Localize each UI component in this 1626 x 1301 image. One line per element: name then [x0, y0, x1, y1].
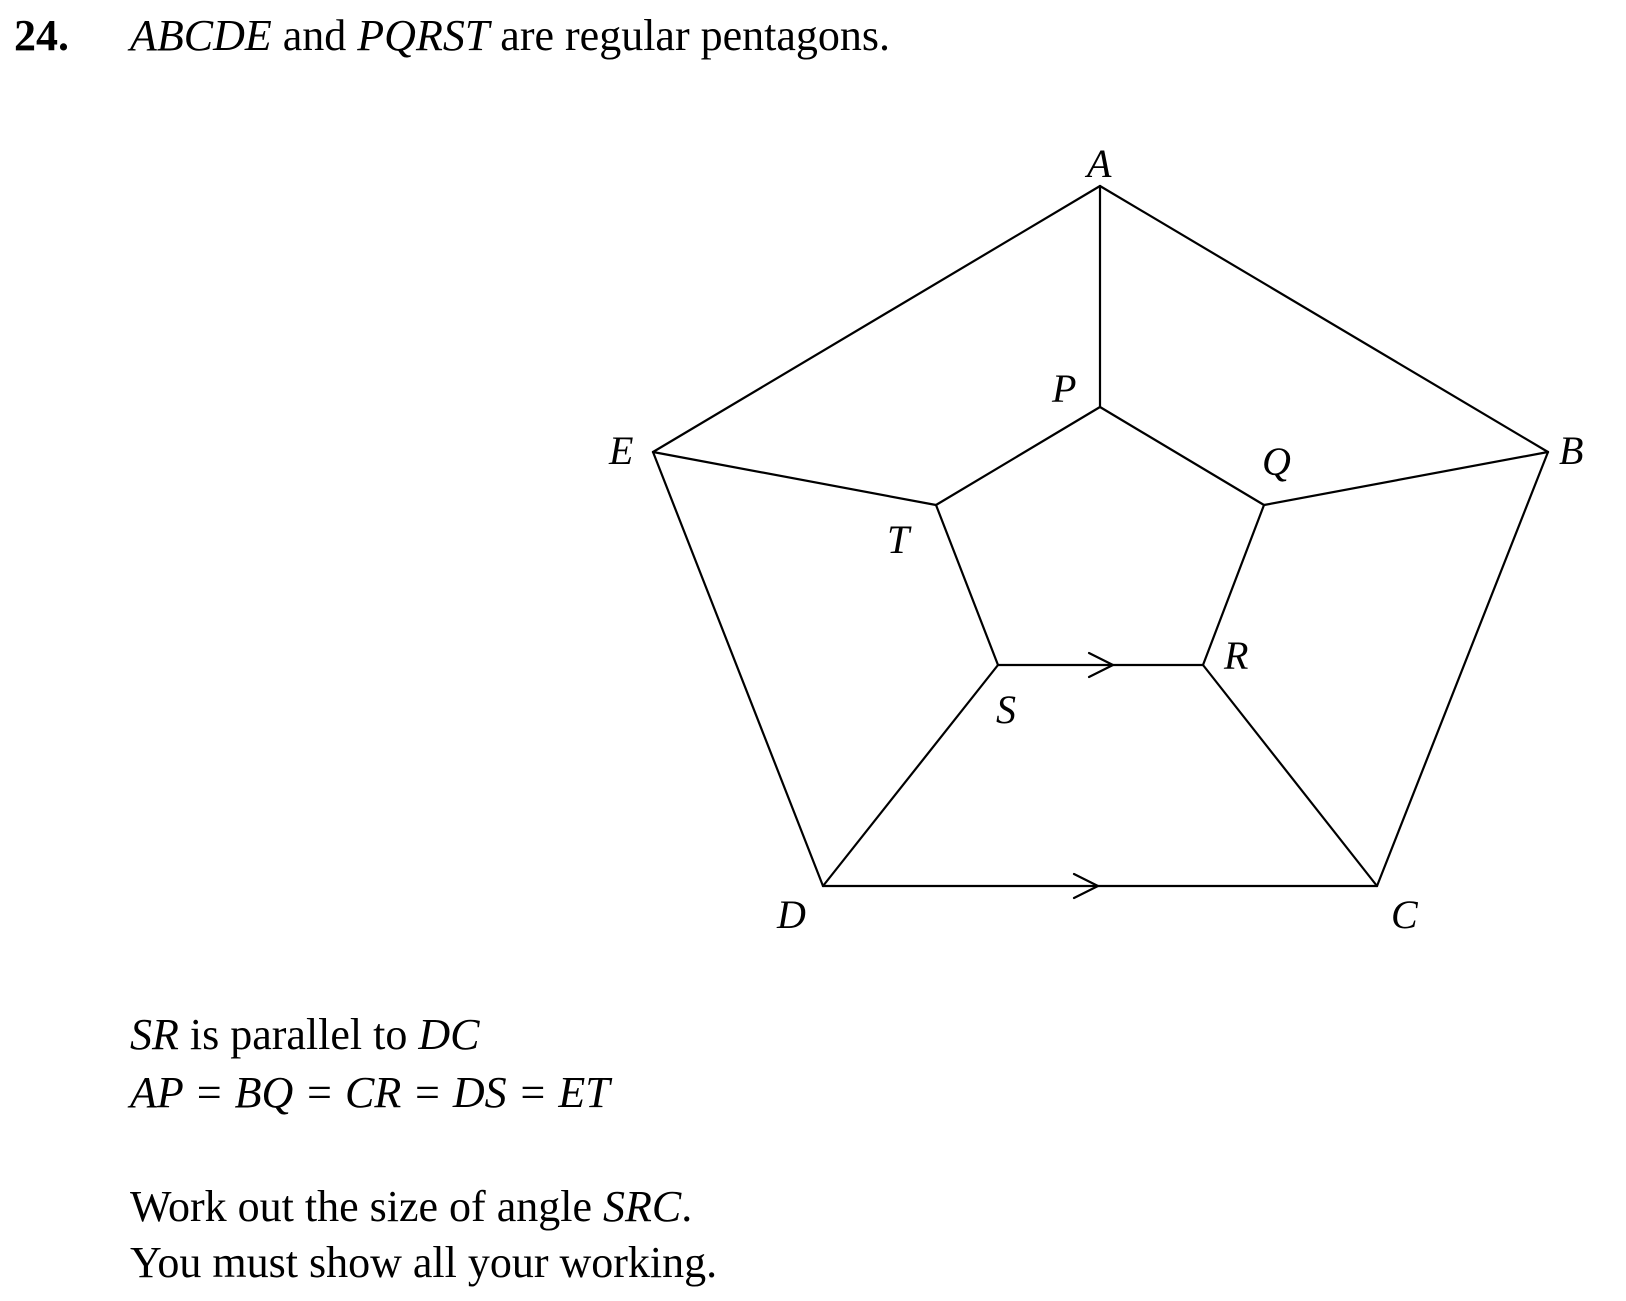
stem-pentagon-2: PQRST	[357, 11, 490, 60]
task-suffix: .	[681, 1182, 693, 1231]
segment-ET	[653, 452, 936, 505]
fact-segment-SR: SR	[130, 1010, 179, 1059]
fact-segment-DC: DC	[418, 1010, 480, 1059]
task-prefix: Work out the size of angle	[130, 1182, 603, 1231]
label-A: A	[1087, 141, 1112, 186]
stem-rest: are regular pentagons.	[489, 11, 891, 60]
label-P: P	[1052, 366, 1077, 411]
fact-equal-lengths: AP = BQ = CR = DS = ET	[130, 1068, 610, 1117]
label-R: R	[1224, 633, 1249, 678]
edge-TP	[936, 407, 1100, 505]
label-S: S	[996, 687, 1016, 732]
label-T: T	[887, 517, 910, 562]
edge-EA	[653, 186, 1100, 452]
fact-parallel	[130, 1006, 480, 1064]
edge-DE	[653, 452, 823, 886]
fact-parallel-text: is parallel to	[178, 1010, 419, 1059]
task-instruction	[130, 1178, 692, 1236]
label-B: B	[1559, 428, 1584, 473]
segment-BQ	[1264, 452, 1548, 505]
label-Q: Q	[1262, 439, 1291, 484]
edge-ST	[936, 505, 998, 665]
task-working-note: You must show all your working.	[130, 1238, 718, 1287]
label-E: E	[609, 428, 634, 473]
question-number: 24.	[14, 11, 69, 60]
stem-pentagon-1: ABCDE	[130, 11, 272, 60]
edge-AB	[1100, 186, 1548, 452]
segment-CR	[1203, 665, 1377, 886]
edge-PQ	[1100, 407, 1264, 505]
task-angle-name: SRC	[602, 1182, 682, 1231]
label-C: C	[1391, 892, 1418, 937]
segment-DS	[823, 665, 998, 886]
stem-conjunction: and	[271, 11, 358, 60]
edge-BC	[1377, 452, 1548, 886]
label-D: D	[777, 892, 806, 937]
